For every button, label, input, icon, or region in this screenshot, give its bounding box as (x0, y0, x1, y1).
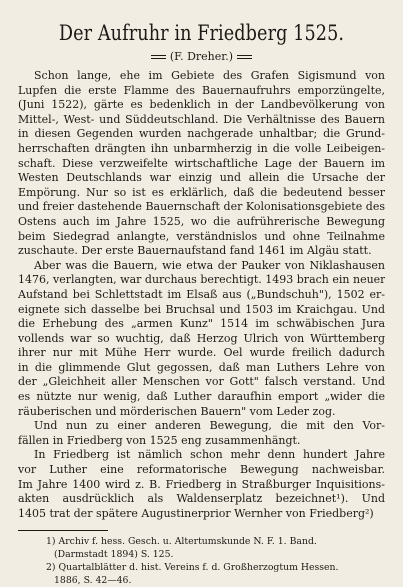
text-line: fällen in Friedberg von 1525 eng zusammenhängt. (18, 433, 301, 447)
text-line: der „Gleichheit aller Menschen vor Gott" falsch verstand. Und (18, 375, 385, 389)
author-rule-left (151, 55, 166, 59)
text-line: beim Siedegrad anlangte, verständnislos und ohne Teilnahme (18, 229, 385, 243)
footnote-line: 1886, S. 42—46. (54, 575, 132, 587)
text-line: Im Jahre 1400 wird z. B. Friedberg in Straßburger Inquisitions- (18, 477, 385, 491)
text-line: räuberischen und mörderischen Bauern" vom Leder zog. (18, 404, 336, 418)
text-line: ihrer nur mit Mühe Herr wurde. Oel wurde freilich dadurch (18, 346, 385, 360)
text-line: eignete sich dasselbe bei Bruchsal und 1503 im Kraichgau. Und (18, 302, 385, 316)
body-text (18, 69, 385, 521)
article-title: Der Aufruhr in Friedberg 1525. (58, 21, 345, 45)
text-line: Ostens auch im Jahre 1525, wo die aufrührerische Bewegung (18, 214, 385, 228)
text-line: es nützte nur wenig, daß Luther daraufhin emport „wider die (18, 390, 385, 404)
footnotes (18, 535, 385, 587)
text-line: in die glimmende Glut gegossen, daß man Luthers Lehre von (18, 360, 385, 374)
text-line: vollends war so wuchtig, daß Herzog Ulrich von Württemberg (18, 331, 385, 345)
text-line: 1476, verlangten, war durchaus berechtigt. 1493 brach ein neuer (18, 273, 385, 287)
author-rule-right (237, 55, 252, 59)
text-line: akten ausdrücklich als Waldenserplatz bezeichnet¹). Und (18, 492, 385, 506)
footnote-line: 2) Quartalblätter d. hist. Vereins f. d. Großherzogtum Hessen. (46, 562, 339, 574)
text-line: 1405 trat der spätere Augustinerprior Wernher von Friedberg²) (18, 506, 374, 520)
text-line: Und nun zu einer anderen Bewegung, die mit den Vor- (34, 419, 385, 433)
author-line (18, 50, 385, 64)
text-line: Lupfen die erste Flamme des Bauernaufruhrs emporzüngelte, (18, 83, 385, 97)
footnote-separator (18, 530, 108, 531)
text-line: in diesen Gegenden wurden nachgerade unhaltbar; die Grund- (18, 127, 385, 141)
text-line: die Erhebung des „armen Kunz" 1514 im schwäbischen Jura (18, 317, 385, 331)
author-name: (F. Dreher.) (169, 50, 234, 63)
text-line: (Juni 1522), gärte es bedenklich in der Landbevölkerung von (18, 98, 385, 112)
text-line: Aufstand bei Schlettstadt im Elsaß aus („Bundschuh"), 1502 er- (18, 287, 385, 301)
footnote-line: 1) Archiv f. hess. Gesch. u. Altertumskunde N. F. 1. Band. (46, 536, 317, 548)
text-line: Aber was die Bauern, wie etwa der Pauker von Niklashausen (34, 258, 385, 272)
text-line: zuschaute. Der erste Bauernaufstand fand 1461 im Algäu statt. (18, 244, 372, 258)
text-line: schaft. Diese verzweifelte wirtschaftliche Lage der Bauern im (18, 156, 385, 170)
text-line: Westen Deutschlands war einzig und allein die Ursache der (18, 171, 385, 185)
text-line: Schon lange, ehe im Gebiete des Grafen Sigismund von (34, 69, 385, 82)
text-line: herrschaften drängten ihn unbarmherzig in die volle Leibeigen- (18, 141, 385, 155)
text-line: Mittel-, West- und Süddeutschland. Die Verhältnisse des Bauern (18, 112, 385, 126)
text-line: vor Luther eine reformatorische Bewegung nachweisbar. (18, 463, 385, 477)
text-line: In Friedberg ist nämlich schon mehr denn hundert Jahre (34, 448, 385, 462)
text-line: Empörung. Nur so ist es erklärlich, daß die bedeutend besser (18, 185, 385, 199)
footnote-line: (Darmstadt 1894) S. 125. (54, 549, 174, 561)
text-line: und freier dastehende Bauernschaft der Kolonisationsgebiete des (18, 200, 385, 214)
